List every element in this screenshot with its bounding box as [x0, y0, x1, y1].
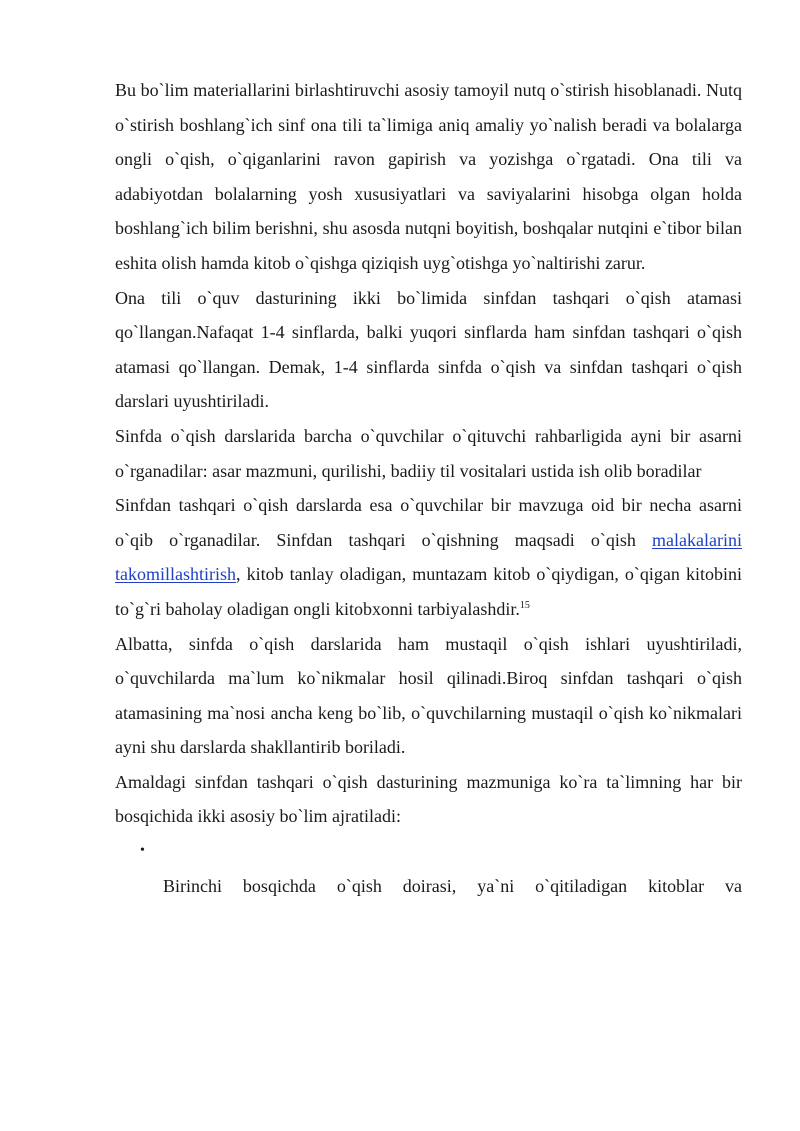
link-malakalarini-takomillashtirish[interactable]: malakalarini takomillashtirish — [115, 529, 742, 585]
paragraph-text: , kitob tanlay oladigan, muntazam kitob o`qiydigan, o`qigan kitobini to`g`ri baholay oladigan ongli kitobxonni tarbiyalashdir. — [115, 564, 742, 619]
paragraph-oquv-dasturi: Ona tili o`quv dasturining ikki bo`limida sinfdan tashqari o`qish atamasi qo`llangan.Nafaqat 1-4 sinflarda, balki yuqori sinflarda ham sinfdan tashqari o`qish atamasi qo`llangan. Demak, 1-4 sinflarda sinfda o`qish va sinfdan tashqari o`qish darslari uyushtiriladi. — [115, 287, 742, 412]
paragraph-amaldagi-dastur: Amaldagi sinfdan tashqari o`qish dasturining mazmuniga ko`ra ta`limning har bir bosqichida ikki asosiy bo`lim ajratiladi: — [115, 771, 742, 827]
list-item — [115, 834, 742, 869]
paragraph-birinchi-bosqich: Birinchi bosqichda o`qish doirasi, ya`ni o`qitiladigan kitoblar va — [163, 875, 742, 896]
paragraph-text: Sinfdan tashqari o`qish darslarda esa o`quvchilar bir mavzuga oid bir necha asarni o`qib o`rganadilar. Sinfdan tashqari o`qishning maqsadi o`qish — [115, 495, 742, 550]
paragraph-sinfdan-tashqari — [115, 488, 742, 626]
document-body — [115, 73, 742, 903]
bullet-icon: • — [140, 843, 145, 859]
paragraph-sinfda-oqish: Sinfda o`qish darslarida barcha o`quvchilar o`qituvchi rahbarligida ayni bir asarni o`rganadilar: asar mazmuni, qurilishi, badiiy til vositalari ustida ish olib boradilar — [115, 425, 742, 481]
paragraph-albatta: Albatta, sinfda o`qish darslarida ham mustaqil o`qish ishlari uyushtiriladi, o`quvchilarda ma`lum ko`nikmalar hosil qilinadi.Biroq sinfdan tashqari o`qish atamasining ma`nosi ancha keng bo`lib, o`quvchilarning mustaqil o`qish ko`nikmalari ayni shu darslarda shakllantirib boriladi. — [115, 633, 742, 758]
paragraph-nutq-ostirish: Bu bo`lim materiallarini birlashtiruvchi asosiy tamoyil nutq o`stirish hisoblanadi. Nutq o`stirish boshlang`ich sinf ona tili ta`limiga aniq amaliy yo`nalish beradi va bolalarga ongli o`qish, o`qiganlarini ravon gapirish va yozishga o`rgatadi. Ona tili va adabiyotdan bolalarning yosh xususiyatlari va saviyalarini hisobga olgan holda boshlang`ich bilim berishni, shu asosda nutqni boyitish, boshqalar nutqini e`tibor bilan eshita olish hamda kitob o`qishga qiziqish uyg`otishga yo`naltirishi zarur. — [115, 80, 742, 273]
footnote-marker[interactable]: 15 — [519, 599, 530, 611]
